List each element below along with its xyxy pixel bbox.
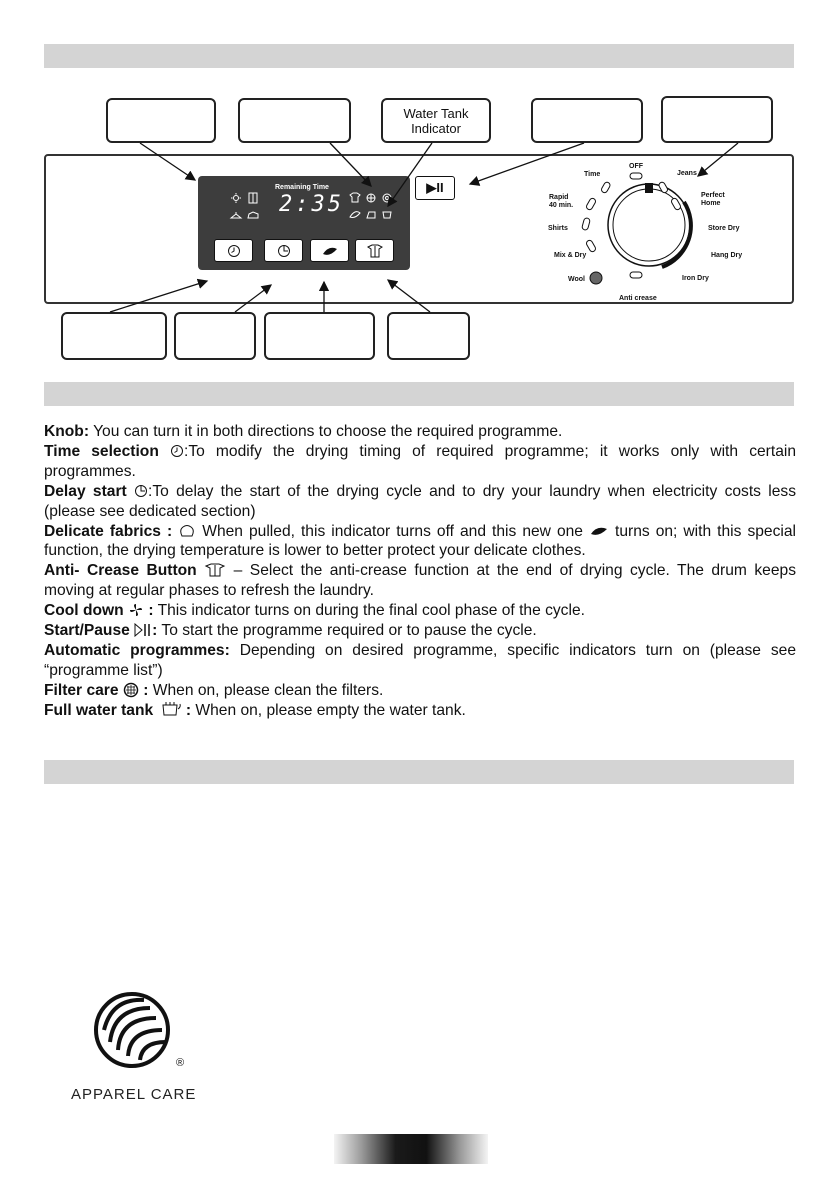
water-tank-indicator-label: Water Tank Indicator bbox=[403, 105, 469, 136]
description-text: When on, please empty the water tank. bbox=[191, 701, 466, 719]
description-text: Depending on desired programme, specific indicators turn on (please see “programme list”) bbox=[44, 641, 796, 679]
knob-label-rapid: Rapid 40 min. bbox=[549, 194, 574, 209]
description-item bbox=[44, 641, 796, 681]
delay-clock-icon bbox=[127, 483, 148, 500]
description-term-suffix: : bbox=[138, 681, 149, 699]
description-term: Filter care bbox=[44, 681, 119, 699]
description-item bbox=[44, 561, 796, 601]
knob-label-shirts: Shirts bbox=[548, 225, 568, 232]
knob-label-perfect-home: Perfect Home bbox=[701, 192, 725, 207]
knob-label-wool: Wool bbox=[568, 276, 585, 283]
description-term-suffix: : bbox=[181, 701, 192, 719]
play-pause-icon: ▶II bbox=[426, 180, 444, 195]
knob-label-mix-dry: Mix & Dry bbox=[554, 252, 587, 259]
cotton-icon bbox=[172, 523, 196, 540]
callout-arrows bbox=[0, 0, 840, 400]
logo-caption: APPAREL CARE bbox=[71, 1086, 197, 1103]
page-footer-tab bbox=[334, 1134, 488, 1164]
delicate-leaf-icon bbox=[583, 523, 609, 540]
description-text: turns off and this new one bbox=[390, 522, 583, 540]
knob-label-iron-dry: Iron Dry bbox=[682, 275, 709, 282]
description-term: Anti- Crease Button bbox=[44, 562, 197, 580]
wool-mark-logo bbox=[92, 990, 172, 1070]
description-text: :To modify the drying timing of required programme; it works only with certain programmes. bbox=[44, 442, 797, 480]
description-text: turns on; with this special function, the drying temperature is lower to better protect your delicate clothes. bbox=[44, 522, 796, 560]
description-item bbox=[44, 701, 796, 721]
knob-label-time: Time bbox=[584, 171, 601, 178]
knob-label-store-dry: Store Dry bbox=[708, 225, 740, 232]
description-text: You can turn it in both directions to choose the required programme. bbox=[89, 423, 563, 440]
description-item bbox=[44, 681, 796, 701]
description-text: To start the programme required or to pause the cycle. bbox=[157, 622, 537, 640]
description-term: Cool down bbox=[44, 602, 124, 620]
knob-label-hang-dry: Hang Dry bbox=[711, 252, 743, 259]
section-header-bar-3 bbox=[44, 760, 794, 784]
description-text: When on, please clean the filters. bbox=[148, 681, 384, 699]
description-item bbox=[44, 621, 796, 641]
knob-label-jeans: Jeans bbox=[677, 170, 697, 177]
fan-icon bbox=[124, 602, 144, 619]
description-item bbox=[44, 442, 796, 482]
description-text: – Select the anti-crease function at the end of drying cycle. The drum keeps moving at regular phases to refresh the laundry. bbox=[44, 562, 796, 600]
description-text: :To delay the start of the drying cycle and to dry your laundry when electricity costs less (please see dedicated section) bbox=[44, 482, 796, 520]
registered-mark: ® bbox=[176, 1057, 185, 1069]
remaining-time-label: Remaining Time bbox=[275, 184, 329, 191]
feature-descriptions bbox=[44, 422, 796, 721]
description-term: Delay start bbox=[44, 482, 127, 500]
description-item bbox=[44, 601, 796, 621]
time-readout: 2:35 bbox=[279, 192, 344, 217]
knob-label-off: OFF bbox=[629, 163, 643, 170]
water-tank-icon bbox=[153, 702, 181, 719]
clock-icon bbox=[159, 443, 184, 460]
description-term-suffix: : bbox=[144, 602, 154, 620]
description-term: Knob: bbox=[44, 423, 90, 440]
description-text: When pulled, this indicator bbox=[196, 522, 391, 540]
description-term: Delicate fabrics : bbox=[44, 522, 173, 540]
filter-icon bbox=[119, 682, 139, 699]
play-pause-icon bbox=[130, 622, 152, 639]
knob-label-anti-crease: Anti crease bbox=[619, 295, 657, 302]
description-item bbox=[44, 422, 796, 442]
description-term: Automatic programmes: bbox=[44, 641, 230, 659]
description-term: Start/Pause bbox=[44, 622, 130, 640]
description-term: Full water tank bbox=[44, 701, 154, 719]
description-item bbox=[44, 522, 796, 562]
anti-crease-icon bbox=[197, 562, 226, 579]
description-text: This indicator turns on during the final cool phase of the cycle. bbox=[153, 602, 585, 620]
description-term-suffix: : bbox=[152, 622, 158, 640]
description-term: Time selection bbox=[44, 442, 159, 460]
description-item bbox=[44, 482, 796, 522]
